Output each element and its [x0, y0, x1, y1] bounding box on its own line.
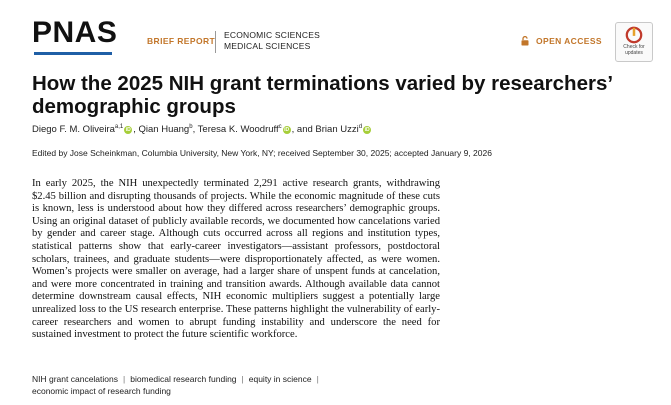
keyword-separator: | [123, 374, 126, 384]
author-separator: , and [291, 124, 316, 135]
journal-logo[interactable]: PNAS [32, 16, 118, 49]
author-list [32, 124, 372, 135]
author-affiliation-mark[interactable]: b [189, 124, 193, 130]
author-affiliation-mark[interactable]: d [358, 124, 363, 130]
author-name[interactable]: Qian Huang [138, 124, 190, 135]
orcid-icon[interactable]: iD [364, 127, 370, 133]
author-name[interactable]: Teresa K. Woodruff [197, 124, 279, 135]
orcid-icon[interactable]: iD [284, 127, 290, 133]
author-separator: , [192, 124, 198, 135]
orcid-icon[interactable]: iD [125, 127, 131, 133]
abstract: In early 2025, the NIH unexpectedly terminated 2,291 active research grants, withdrawing $2.45 billion and disrupting thousands of projects. While the economic magnitude of these cuts is known, less is understood about how they differed across researchers’ demographic groups. Using an original dataset of publicly available records, we documented how cancelations varied by gender and career stage. Although cuts occurred across all regions and institution types, statistical patterns show that early-career investigators—assistant professors, postdoctoral scholars, trainees, and graduate students—were disproportionately affected, as were women. Women’s projects were smaller on average, had a larger share of unspent funds at cancelation, and were more concentrated in training and transition awards. Although available data cannot determine downstream causal effects, NIH economic multipliers suggest a potentially large unrealized loss to the US research enterprise. These patterns highlight the vulnerability of early-career researchers and women to abrupt funding instability and underscore the need for sustained investment to protect the future scientific workforce. [32, 178, 440, 341]
author-affiliation-mark[interactable]: c [278, 124, 282, 130]
edited-by-line: Edited by Jose Scheinkman, Columbia University, New York, NY; received September 30, 2025; accepted January 9, 2026 [32, 148, 492, 158]
category-economic-sciences[interactable]: ECONOMIC SCIENCES [224, 30, 320, 40]
logo-underline [34, 52, 112, 55]
keyword-separator: | [316, 374, 319, 384]
author-name[interactable]: Brian Uzzi [315, 124, 359, 135]
keyword-link[interactable]: equity in science [248, 374, 312, 384]
subject-categories [224, 30, 320, 52]
open-access-badge[interactable] [520, 36, 602, 46]
open-lock-icon [520, 36, 530, 46]
open-access-label: OPEN ACCESS [536, 36, 602, 46]
category-medical-sciences[interactable]: MEDICAL SCIENCES [224, 41, 311, 51]
header-divider [215, 31, 216, 53]
check-updates-label: Check for updates [623, 44, 645, 56]
author-affiliation-mark[interactable]: a,1 [114, 124, 124, 130]
article-title: How the 2025 NIH grant terminations varied by researchers’ demographic groups [32, 72, 612, 118]
keyword-link[interactable]: NIH grant cancelations [32, 374, 118, 384]
author-name[interactable]: Diego F. M. Oliveira [32, 124, 115, 135]
check-for-updates-button[interactable] [615, 22, 653, 62]
keyword-list [32, 374, 362, 397]
article-type[interactable]: BRIEF REPORT [147, 36, 216, 46]
keyword-link[interactable]: biomedical research funding [130, 374, 237, 384]
keyword-link[interactable]: economic impact of research funding [32, 385, 171, 396]
check-updates-icon [625, 26, 643, 44]
keyword-separator: | [241, 374, 244, 384]
author-separator: , [133, 124, 139, 135]
